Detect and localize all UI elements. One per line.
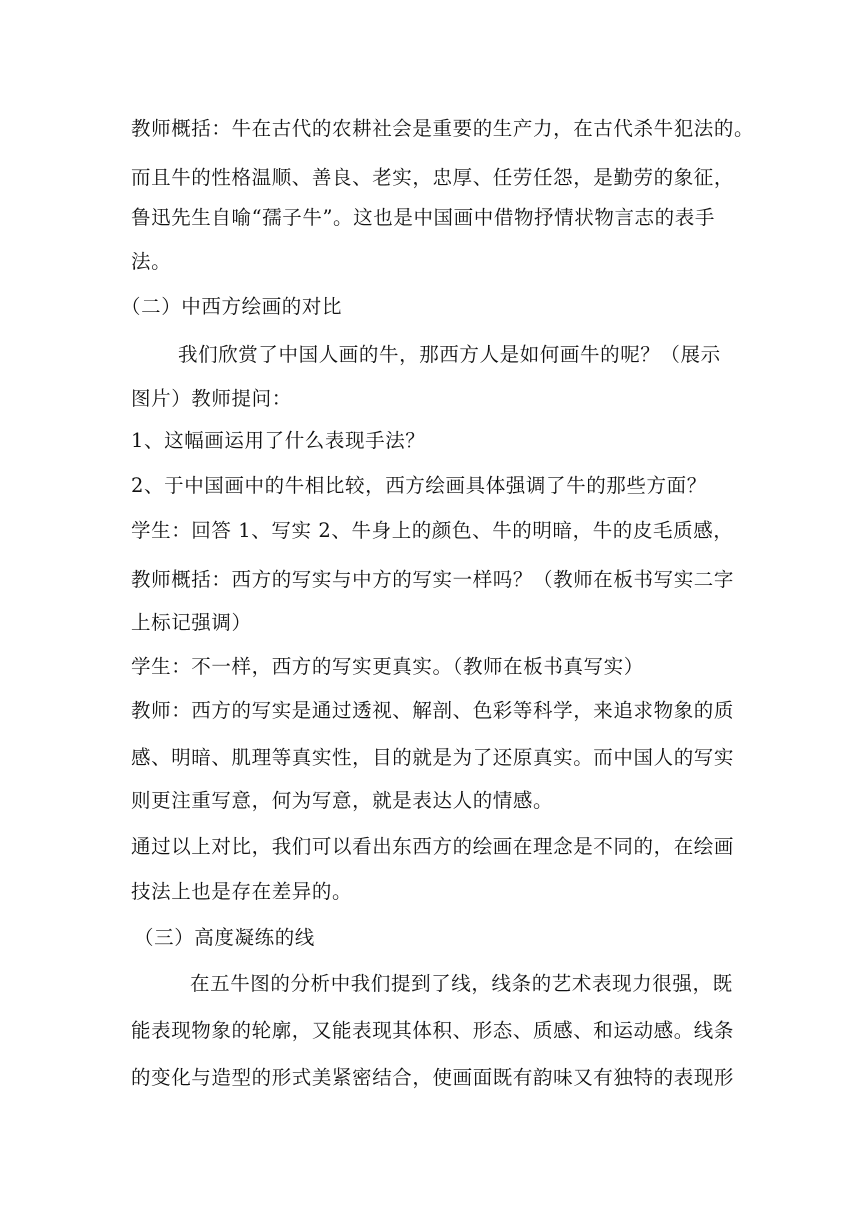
text-line: 则更注重写意，何为写意，就是表达人的情感。 — [131, 789, 554, 812]
text-line: 图片）教师提问： — [131, 387, 292, 410]
text-line: 能表现物象的轮廓，又能表现其体积、形态、质感、和运动感。线条 — [131, 1019, 735, 1042]
section-heading: （三）高度凝练的线 — [134, 926, 315, 949]
text-line: 教师概括：西方的写实与中方的写实一样吗？（教师在板书写实二字 — [131, 568, 735, 591]
text-line: 1、这幅画运用了什么表现手法？ — [131, 429, 426, 452]
text-line: 通过以上对比，我们可以看出东西方的绘画在理念是不同的，在绘画 — [131, 835, 735, 858]
text-line: 鲁迅先生自喻“孺子牛”。这也是中国画中借物抒情状物言志的表手 — [131, 206, 715, 229]
text-line: 2、于中国画中的牛相比较，西方绘画具体强调了牛的那些方面？ — [131, 474, 707, 497]
text-line: 教师：西方的写实是通过透视、解剖、色彩等科学，来追求物象的质 — [131, 699, 735, 722]
text-line: 而且牛的性格温顺、善良、老实，忠厚、任劳任怨，是勤劳的象征， — [131, 166, 735, 189]
text-line: 法。 — [131, 250, 172, 273]
section-heading: （二）中西方绘画的对比 — [121, 295, 343, 318]
text-line: 的变化与造型的形式美紧密结合，使画面既有韵味又有独特的表现形 — [131, 1066, 735, 1089]
text-line: 技法上也是存在差异的。 — [131, 880, 353, 903]
text-line: 学生：回答 1、写实 2、牛身上的颜色、牛的明暗，牛的皮毛质感， — [131, 519, 734, 542]
text-line: 感、明暗、肌理等真实性，目的就是为了还原真实。而中国人的写实 — [131, 746, 735, 769]
text-line: 教师概括：牛在古代的农耕社会是重要的生产力，在古代杀牛犯法的。 — [131, 117, 755, 140]
text-line: 学生：不一样，西方的写实更真实。（教师在板书真写实） — [131, 655, 644, 678]
text-line: 在五牛图的分析中我们提到了线，线条的艺术表现力很强，既 — [190, 972, 733, 995]
text-line: 我们欣赏了中国人画的牛，那西方人是如何画牛的呢？（展示 — [178, 343, 721, 366]
text-line: 上标记强调） — [131, 611, 252, 634]
